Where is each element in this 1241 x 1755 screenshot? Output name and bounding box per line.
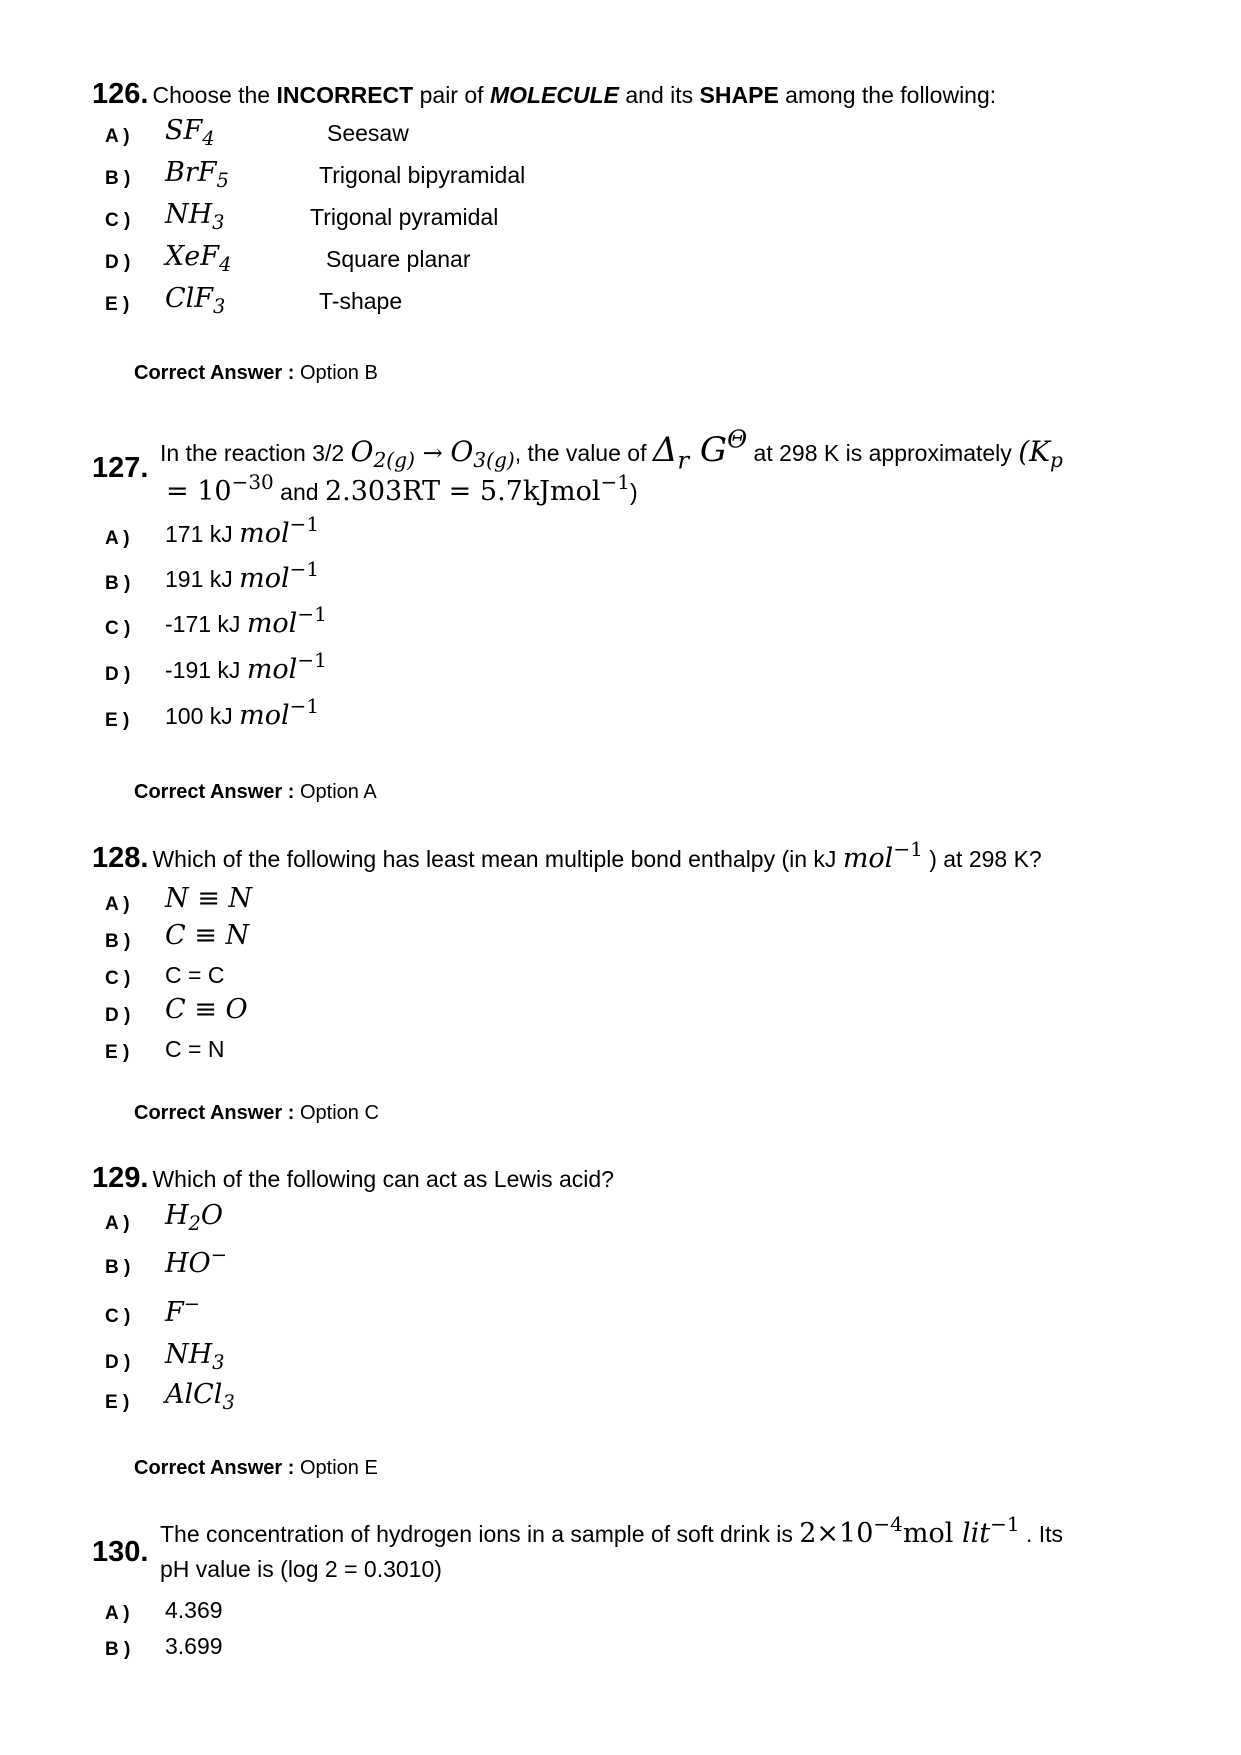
- option-value: C ≡ N: [165, 920, 250, 951]
- question-text: Which of the following can act as Lewis acid?: [152, 1166, 614, 1192]
- question-text: The concentration of hydrogen ions in a sample of soft drink is $2\times 10^{-4}mol$ lit$^{-1}$ . Its: [160, 1512, 1064, 1549]
- option-label: E ): [105, 1042, 130, 1063]
- question-number: 126.: [92, 78, 149, 110]
- option-label: E ): [105, 294, 130, 315]
- option-shape: T-shape: [319, 288, 403, 314]
- option-label: D ): [105, 664, 131, 685]
- option-formula: $NH_3$: [165, 199, 225, 234]
- option-label: B ): [105, 1639, 131, 1660]
- option-label: B ): [105, 1257, 131, 1278]
- correct-answer: Correct Answer : Option B: [134, 362, 378, 384]
- option-formula: $H_2O$: [165, 1200, 224, 1235]
- option-value: N ≡ N: [165, 883, 253, 914]
- option-label: A ): [105, 1603, 130, 1624]
- option-formula: ClF$_3$: [165, 283, 226, 318]
- option-label: B ): [105, 168, 131, 189]
- option-formula: F−: [165, 1292, 201, 1328]
- option-formula: AlCl$_3$: [165, 1379, 235, 1414]
- question-text: In the reaction 3/2 $O_{2(g)} \to O_{3(g)}$, the value of $\Delta_r$ $G^\Theta$ at 298 K is approximately ($K_p$: [160, 424, 1063, 475]
- option-value: 4.369: [165, 1597, 223, 1623]
- option-label: E ): [105, 710, 130, 731]
- option-label: C ): [105, 210, 131, 231]
- option-shape: Trigonal bipyramidal: [319, 162, 526, 188]
- option-value: -191 kJ mol$^{-1}$: [165, 648, 327, 685]
- option-label: C ): [105, 1306, 131, 1327]
- option-formula: $NH_3$: [165, 1339, 225, 1374]
- correct-answer: Correct Answer : Option A: [134, 781, 377, 803]
- option-formula: XeF$_4$: [165, 241, 232, 276]
- option-label: C ): [105, 618, 131, 639]
- question-text: Choose the INCORRECT pair of MOLECULE and its SHAPE among the following:: [152, 82, 997, 108]
- option-label: A ): [105, 126, 130, 147]
- option-label: B ): [105, 573, 131, 594]
- option-label: B ): [105, 931, 131, 952]
- option-shape: Square planar: [326, 246, 471, 272]
- option-label: E ): [105, 1392, 130, 1413]
- correct-answer: Correct Answer : Option E: [134, 1457, 378, 1479]
- option-value: 100 kJ mol$^{-1}$: [165, 694, 320, 731]
- question-number: 127.: [92, 452, 149, 484]
- option-value: C = N: [165, 1036, 225, 1062]
- option-label: A ): [105, 528, 130, 549]
- option-value: C ≡ O: [165, 994, 248, 1025]
- correct-answer: Correct Answer : Option C: [134, 1102, 379, 1124]
- option-shape: Trigonal pyramidal: [310, 204, 499, 230]
- option-value: -171 kJ mol$^{-1}$: [165, 602, 327, 639]
- option-shape: Seesaw: [327, 120, 409, 146]
- option-label: D ): [105, 1005, 131, 1026]
- question-number: 130.: [92, 1536, 149, 1568]
- option-formula: HO−: [165, 1243, 227, 1279]
- question-number: 128.: [92, 842, 149, 874]
- option-formula: BrF$_5$: [165, 157, 229, 192]
- option-label: D ): [105, 1352, 131, 1373]
- option-formula: $SF_4$: [165, 115, 215, 150]
- option-label: A ): [105, 1213, 130, 1234]
- question-text-line2: = $10^{-30}$ and 2.303RT = 5.7kJmol$^{-1}$): [166, 470, 638, 507]
- option-value: 191 kJ mol$^{-1}$: [165, 557, 320, 594]
- question-number: 129.: [92, 1162, 149, 1194]
- option-label: D ): [105, 252, 131, 273]
- option-value: C = C: [165, 962, 225, 988]
- option-label: A ): [105, 894, 130, 915]
- question-text: Which of the following has least mean multiple bond enthalpy (in kJ mol$^{-1}$ ) at 298 K?: [152, 837, 1042, 874]
- option-label: C ): [105, 968, 131, 989]
- question-text-line2: pH value is (log 2 = 0.3010): [160, 1556, 442, 1582]
- option-value: 171 kJ mol$^{-1}$: [165, 512, 320, 549]
- option-value: 3.699: [165, 1633, 223, 1659]
